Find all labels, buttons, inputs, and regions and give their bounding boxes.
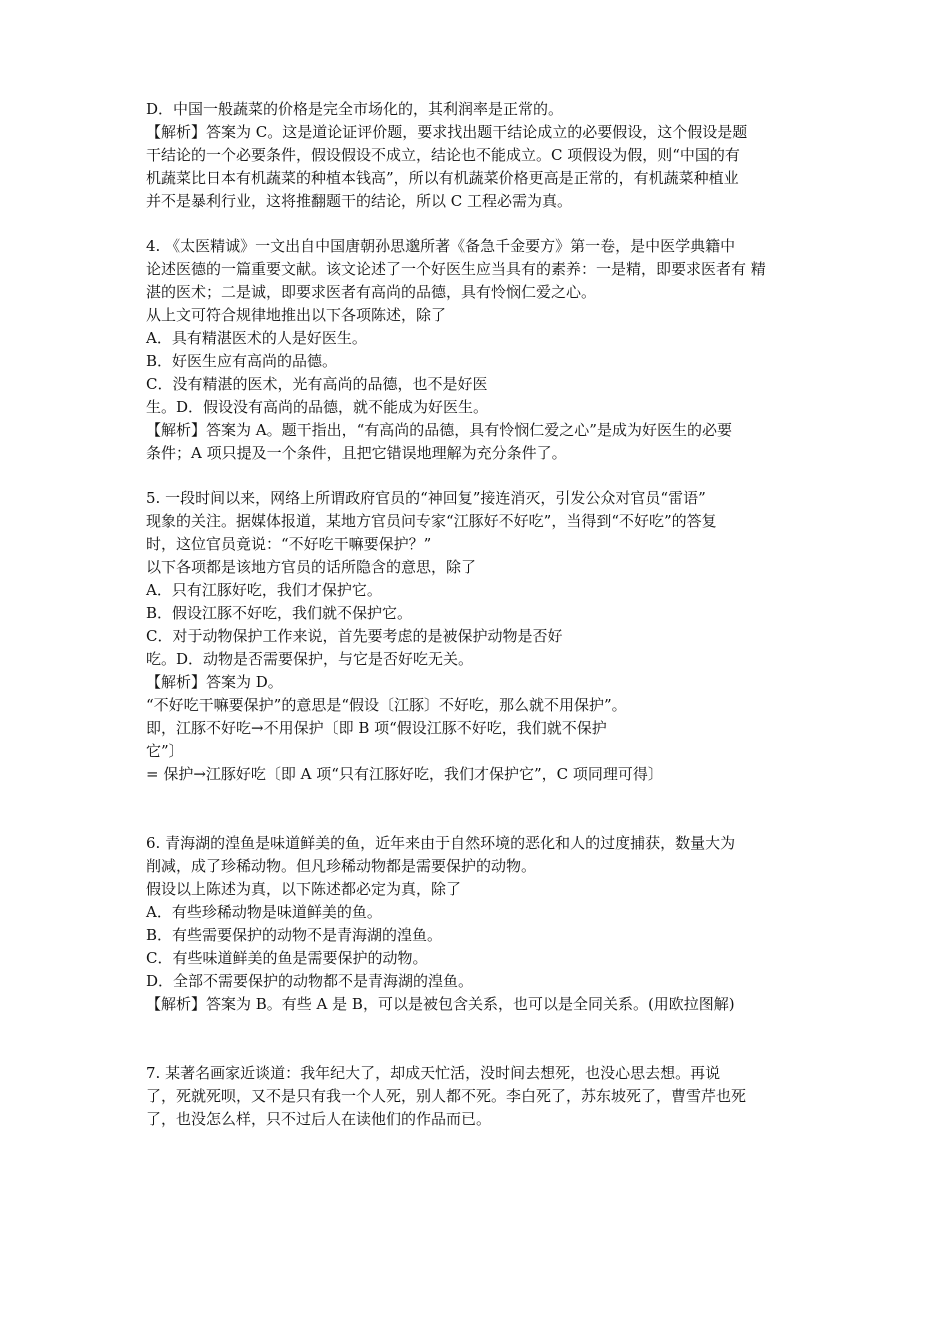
analysis-line: = 保护→江豚好吃〔即 A 项“只有江豚好吃，我们才保护它”，C 项同理可得〕 bbox=[146, 765, 663, 783]
analysis-line: 干结论的一个必要条件，假设假设不成立，结论也不能成立。C 项假设为假，则“中国的有 bbox=[146, 146, 740, 164]
analysis-line: 【解析】答案为 A。题干指出，“有高尚的品德，具有怜悯仁爱之心”是成为好医生的必要 bbox=[146, 421, 732, 439]
analysis-line: 并不是暴利行业，这将推翻题干的结论，所以 C 工程必需为真。 bbox=[146, 192, 573, 210]
question-stem-line: 了，死就死呗，又不是只有我一个人死，别人都不死。李白死了，苏东坡死了，曹雪芹也死 bbox=[146, 1087, 747, 1105]
option-d: D．全部不需要保护的动物都不是青海湖的湟鱼。 bbox=[146, 972, 474, 990]
option-a: A．有些珍稀动物是味道鲜美的鱼。 bbox=[146, 903, 382, 921]
analysis-line: 【解析】答案为 C。这是道论证评价题，要求找出题干结论成立的必要假设，这个假设是题 bbox=[146, 123, 748, 141]
spacer bbox=[146, 465, 816, 487]
analysis-line: 即，江豚不好吃→不用保护〔即 B 项“假设江豚不好吃，我们就不保护 bbox=[146, 719, 607, 737]
question-stem-line: 现象的关注。据媒体报道，某地方官员问专家“江豚好不好吃”，当得到“不好吃”的答复 bbox=[146, 512, 717, 530]
question-3-continuation bbox=[146, 98, 816, 213]
question-prompt: 以下各项都是该地方官员的话所隐含的意思，除了 bbox=[146, 558, 477, 576]
analysis-line: 机蔬菜比日本有机蔬菜的种植本钱高”，所以有机蔬菜价格更高是正常的，有机蔬菜种植业 bbox=[146, 169, 739, 187]
question-stem-line: 湛的医术；二是诚，即要求医者有高尚的品德，具有怜悯仁爱之心。 bbox=[146, 283, 597, 301]
option-c-d-line: 吃。D．动物是否需要保护，与它是否好吃无关。 bbox=[146, 650, 474, 668]
spacer bbox=[146, 213, 816, 235]
question-stem-line: 了，也没怎么样，只不过后人在读他们的作品而已。 bbox=[146, 1110, 492, 1128]
option-a: A．具有精湛医术的人是好医生。 bbox=[146, 329, 367, 347]
option-c: C．对于动物保护工作来说，首先要考虑的是被保护动物是否好 bbox=[146, 627, 563, 645]
analysis-line: 条件；A 项只提及一个条件，且把它错误地理解为充分条件了。 bbox=[146, 444, 567, 462]
option-c: C．有些味道鲜美的鱼是需要保护的动物。 bbox=[146, 949, 428, 967]
analysis-line: 它”〕 bbox=[146, 742, 184, 760]
analysis-answer: 【解析】答案为 D。 bbox=[146, 673, 283, 691]
question-prompt: 从上文可符合规律地推出以下各项陈述，除了 bbox=[146, 306, 447, 324]
option-c-d-line: 生。D．假设没有高尚的品德，就不能成为好医生。 bbox=[146, 398, 489, 416]
option-b: B．有些需要保护的动物不是青海湖的湟鱼。 bbox=[146, 926, 443, 944]
question-4 bbox=[146, 235, 816, 465]
analysis-line: 【解析】答案为 B。有些 A 是 B，可以是被包含关系，也可以是全同关系。(用欧拉图解) bbox=[146, 995, 735, 1013]
option-d-line: D．中国一般蔬菜的价格是完全市场化的，其利润率是正常的。 bbox=[146, 100, 564, 118]
question-stem-line: 论述医德的一篇重要文献。该文论述了一个好医生应当具有的素养：一是精，即要求医者有 精 bbox=[146, 260, 766, 278]
question-stem-line: 时，这位官员竟说：“不好吃干嘛要保护？” bbox=[146, 535, 432, 553]
question-7 bbox=[146, 1062, 816, 1131]
question-stem-line: 5. 一段时间以来，网络上所谓政府官员的“神回复”接连消灭，引发公众对官员“雷语” bbox=[146, 489, 706, 507]
question-stem-line: 削减，成了珍稀动物。但凡珍稀动物都是需要保护的动物。 bbox=[146, 857, 537, 875]
question-prompt: 假设以上陈述为真，以下陈述都必定为真，除了 bbox=[146, 880, 462, 898]
document-body bbox=[146, 98, 816, 1131]
question-stem-line: 7. 某著名画家近谈道：我年纪大了，却成天忙活，没时间去想死，也没心思去想。再说 bbox=[146, 1064, 721, 1082]
spacer bbox=[146, 1016, 816, 1062]
spacer bbox=[146, 786, 816, 832]
option-b: B．好医生应有高尚的品德。 bbox=[146, 352, 338, 370]
question-6 bbox=[146, 832, 816, 1016]
question-stem-line: 4. 《太医精诚》一文出自中国唐朝孙思邈所著《备急千金要方》第一卷，是中医学典籍中 bbox=[146, 237, 736, 255]
option-b: B．假设江豚不好吃，我们就不保护它。 bbox=[146, 604, 413, 622]
option-c: C．没有精湛的医术，光有高尚的品德，也不是好医 bbox=[146, 375, 488, 393]
question-5 bbox=[146, 487, 816, 786]
analysis-line: “不好吃干嘛要保护”的意思是“假设〔江豚〕不好吃，那么就不用保护”。 bbox=[146, 696, 627, 714]
question-stem-line: 6. 青海湖的湟鱼是味道鲜美的鱼，近年来由于自然环境的恶化和人的过度捕获，数量大为 bbox=[146, 834, 736, 852]
option-a: A．只有江豚好吃，我们才保护它。 bbox=[146, 581, 382, 599]
